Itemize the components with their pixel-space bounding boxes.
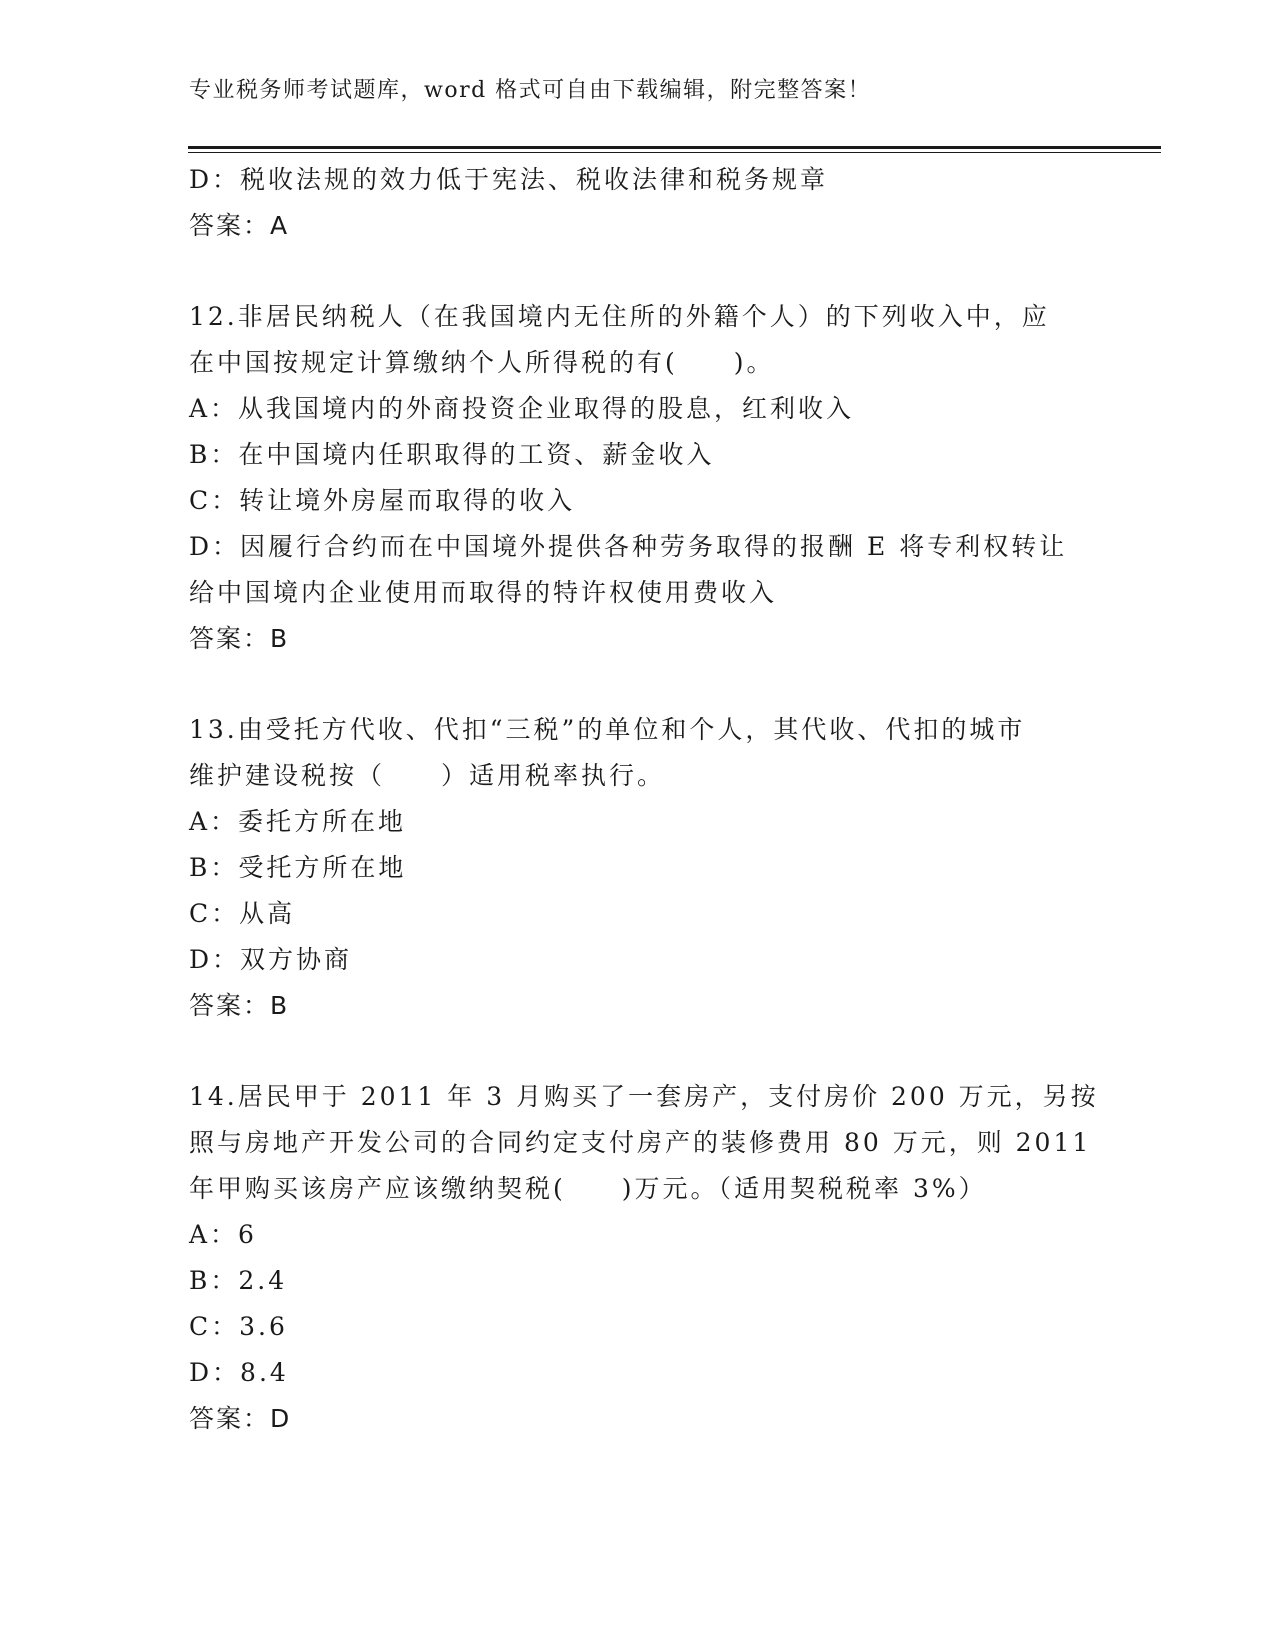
answer: 答案：B xyxy=(189,624,290,653)
header-rule-thin xyxy=(188,152,1161,153)
option-a: A：委托方所在地 xyxy=(189,807,407,836)
question-text-line: 12.非居民纳税人（在我国境内无住所的外籍个人）的下列收入中，应 xyxy=(189,302,1050,331)
answer: 答案：D xyxy=(189,1404,292,1433)
question-text-line: 年甲购买该房产应该缴纳契税( )万元。（适用契税税率 3%） xyxy=(189,1174,987,1203)
question-text-line: 13.由受托方代收、代扣“三税”的单位和个人，其代收、代扣的城市 xyxy=(189,715,1026,744)
question-text-line: 照与房地产开发公司的合同约定支付房产的装修费用 80 万元，则 2011 xyxy=(189,1128,1092,1157)
question-14 xyxy=(189,1074,1099,1442)
option-b: B：2.4 xyxy=(189,1266,288,1295)
option-b: B：受托方所在地 xyxy=(189,853,407,882)
spacer xyxy=(189,662,1089,707)
question-12 xyxy=(189,294,1089,662)
question-text-line: 14.居民甲于 2011 年 3 月购买了一套房产，支付房价 200 万元，另按 xyxy=(189,1082,1099,1111)
continued-answer: 答案：A xyxy=(189,211,290,240)
question-content xyxy=(189,157,1099,1442)
spacer xyxy=(189,1029,1089,1074)
answer: 答案：B xyxy=(189,991,290,1020)
option-d: D：双方协商 xyxy=(189,945,353,974)
option-a: A：6 xyxy=(189,1220,257,1249)
option-d: D：因履行合约而在中国境外提供各种劳务取得的报酬 E 将专利权转让 xyxy=(189,532,1068,561)
spacer xyxy=(189,249,1089,294)
option-d: D：8.4 xyxy=(189,1358,289,1387)
header-rule-thick xyxy=(188,146,1161,149)
option-b: B：在中国境内任职取得的工资、薪金收入 xyxy=(189,440,715,469)
option-c: C：从高 xyxy=(189,899,296,928)
question-text-line: 在中国按规定计算缴纳个人所得税的有( )。 xyxy=(189,348,775,377)
page-header: 专业税务师考试题库，word 格式可自由下载编辑，附完整答案！ xyxy=(189,78,872,103)
question-text-line: 维护建设税按（ ）适用税率执行。 xyxy=(189,761,666,790)
option-c: C：转让境外房屋而取得的收入 xyxy=(189,486,576,515)
option-d-continued: 给中国境内企业使用而取得的特许权使用费收入 xyxy=(189,578,778,607)
option-c: C：3.6 xyxy=(189,1312,288,1341)
question-13 xyxy=(189,707,1089,1029)
option-a: A：从我国境内的外商投资企业取得的股息，红利收入 xyxy=(189,394,855,423)
continued-option-d: D：税收法规的效力低于宪法、税收法律和税务规章 xyxy=(189,165,829,194)
